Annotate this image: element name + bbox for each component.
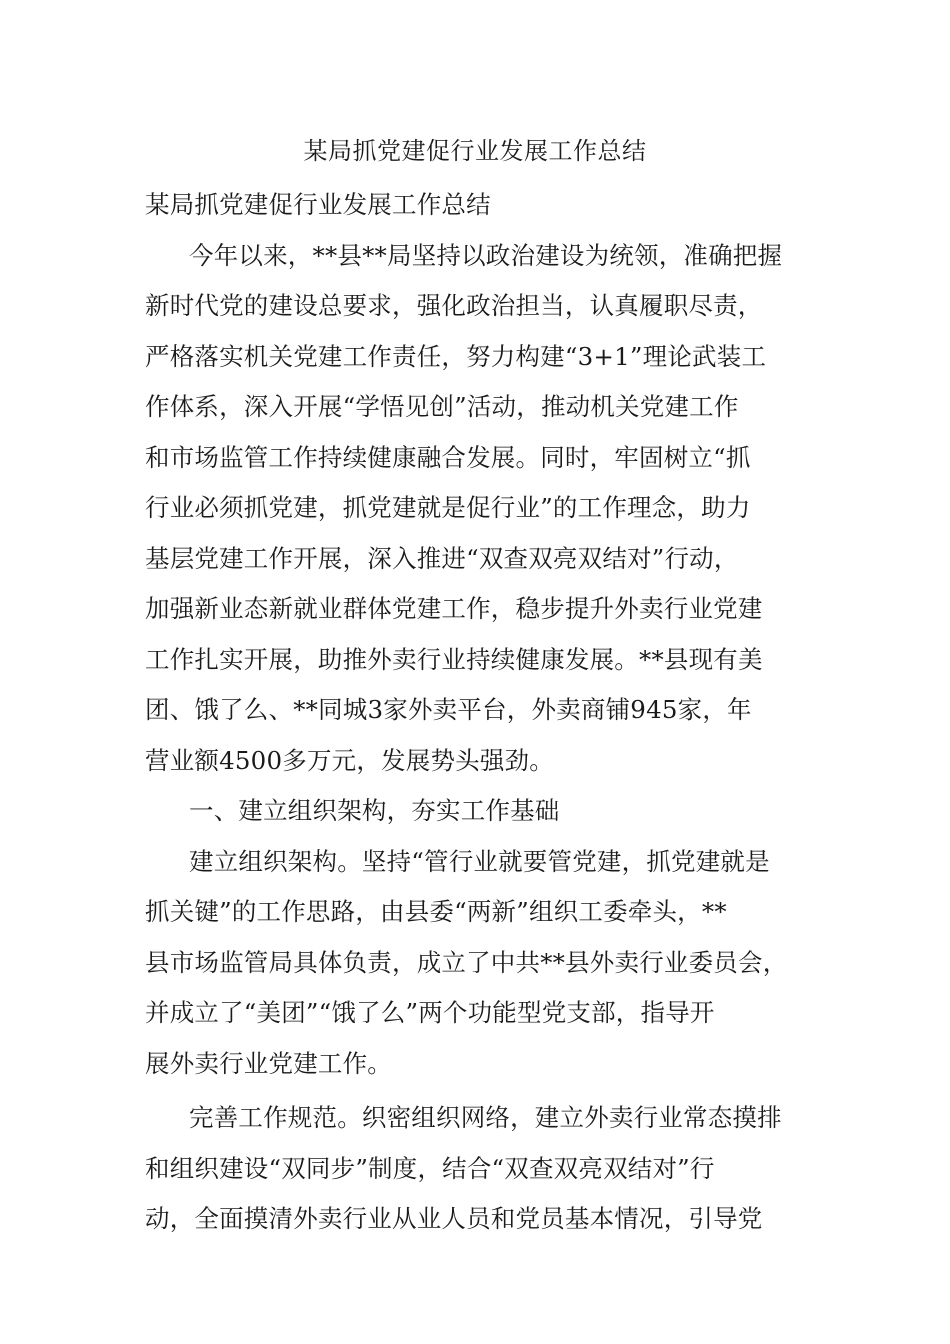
document-subtitle: 某局抓党建促行业发展工作总结 xyxy=(145,190,491,219)
body-line: 工作扎实开展，助推外卖行业持续健康发展。**县现有美 xyxy=(145,644,763,674)
document-title: 某局抓党建促行业发展工作总结 xyxy=(303,137,647,165)
body-line: 新时代党的建设总要求，强化政治担当，认真履职尽责， xyxy=(145,291,763,320)
section-heading: 一、建立组织架构，夯实工作基础 xyxy=(189,796,560,825)
body-line: 建立组织架构。坚持“管行业就要管党建，抓党建就是 xyxy=(189,846,770,876)
body-line: 作体系，深入开展“学悟见创”活动，推动机关党建工作 xyxy=(145,392,739,421)
document-body xyxy=(145,180,813,1245)
body-line: 今年以来，**县**局坚持以政治建设为统领，准确把握 xyxy=(189,240,783,270)
body-line: 营业额4500多万元，发展势头强劲。 xyxy=(145,745,554,775)
body-line: 团、饿了么、**同城3家外卖平台，外卖商铺945家，年 xyxy=(145,695,752,724)
body-line: 抓关键”的工作思路，由县委“两新”组织工委牵头，** xyxy=(145,897,727,926)
body-line: 并成立了“美团”“饿了么”两个功能型党支部，指导开 xyxy=(145,998,715,1027)
body-line: 和市场监管工作持续健康融合发展。同时，牢固树立“抓 xyxy=(145,442,751,472)
body-line: 和组织建设“双同步”制度，结合“双查双亮双结对”行 xyxy=(145,1153,715,1183)
body-line: 严格落实机关党建工作责任，努力构建“3+1”理论武装工 xyxy=(145,341,767,371)
body-line: 县市场监管局具体负责，成立了中共**县外卖行业委员会， xyxy=(145,947,788,977)
body-line: 行业必须抓党建，抓党建就是促行业”的工作理念，助力 xyxy=(145,493,751,522)
body-line: 动，全面摸清外卖行业从业人员和党员基本情况，引导党 xyxy=(145,1204,763,1233)
body-line: 加强新业态新就业群体党建工作，稳步提升外卖行业党建 xyxy=(145,594,763,623)
body-line: 展外卖行业党建工作。 xyxy=(145,1048,392,1078)
body-line: 基层党建工作开展，深入推进“双查双亮双结对”行动， xyxy=(145,543,739,573)
body-line: 完善工作规范。织密组织网络，建立外卖行业常态摸排 xyxy=(189,1103,782,1132)
